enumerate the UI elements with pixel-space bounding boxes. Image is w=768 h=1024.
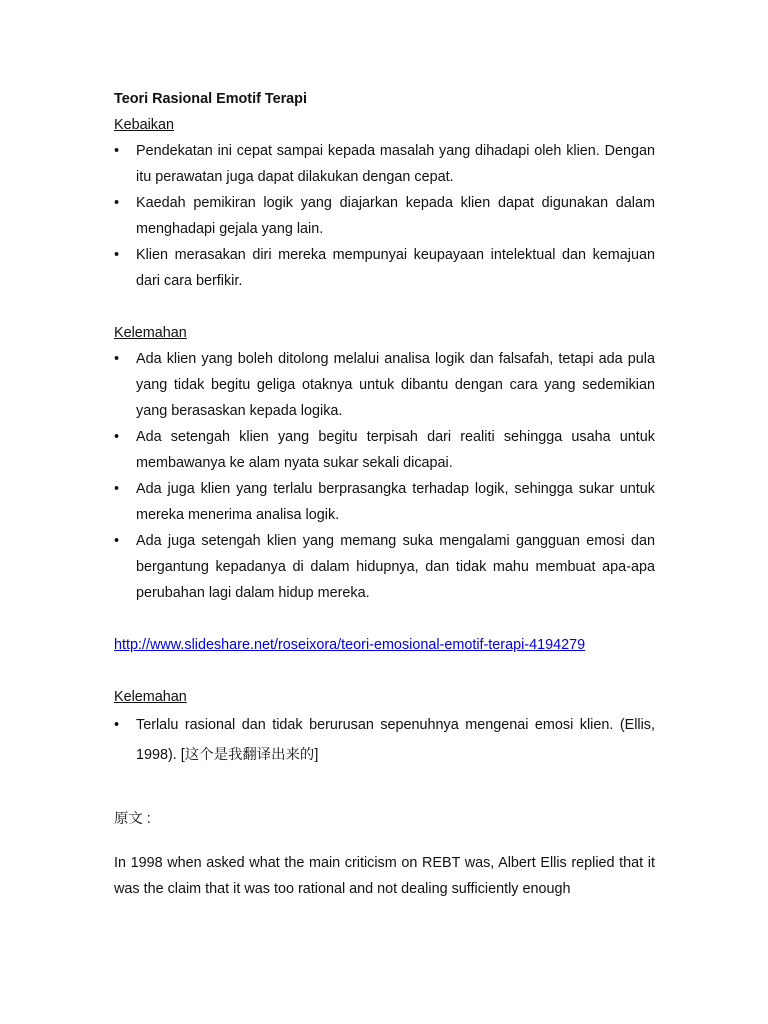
bullet-icon: •	[114, 143, 120, 159]
list-item: • Terlalu rasional dan tidak berurusan sepenuhnya mengenai emosi klien. (Ellis, 1998). [这个是我翻译出来的]	[114, 710, 655, 770]
kelemahan-list-2	[114, 710, 655, 770]
kebaikan-heading: Kebaikan	[114, 117, 175, 133]
kebaikan-list	[114, 138, 655, 294]
bullet-icon: •	[114, 247, 120, 263]
document-title: Teori Rasional Emotif Terapi	[114, 91, 307, 107]
spacer	[114, 606, 655, 632]
source-link[interactable]: http://www.slideshare.net/roseixora/teori-emosional-emotif-terapi-4194279	[114, 637, 586, 653]
spacer	[114, 770, 655, 806]
list-item: • Kaedah pemikiran logik yang diajarkan kepada klien dapat digunakan dalam menghadapi gejala yang lain.	[114, 190, 655, 242]
bullet-icon: •	[114, 351, 120, 367]
original-label: 原文 :	[114, 811, 151, 827]
bullet-icon: •	[114, 481, 120, 497]
kelemahan-list	[114, 346, 655, 606]
list-item: • Ada klien yang boleh ditolong melalui analisa logik dan falsafah, tetapi ada pula yang tidak begitu geliga otaknya untuk dibantu dengan cara yang sedemikian yang berasaskan kepada logika.	[114, 346, 655, 424]
kelemahan-heading-2: Kelemahan	[114, 689, 187, 705]
source-link-paragraph	[114, 632, 655, 658]
list-item: • Ada juga klien yang terlalu berprasangka terhadap logik, sehingga sukar untuk mereka menerima analisa logik.	[114, 476, 655, 528]
list-item: • Pendekatan ini cepat sampai kepada masalah yang dihadapi oleh klien. Dengan itu perawatan juga dapat dilakukan dengan cepat.	[114, 138, 655, 190]
bullet-icon: •	[114, 429, 120, 445]
list-item: • Klien merasakan diri mereka mempunyai keupayaan intelektual dan kemajuan dari cara berfikir.	[114, 242, 655, 294]
bullet-icon: •	[114, 717, 120, 733]
spacer	[114, 832, 655, 850]
original-text: In 1998 when asked what the main criticism on REBT was, Albert Ellis replied that it was the claim that it was too rational and not dealing sufficiently enough	[114, 855, 655, 897]
list-item: • Ada setengah klien yang begitu terpisah dari realiti sehingga usaha untuk membawanya ke alam nyata sukar sekali dicapai.	[114, 424, 655, 476]
spacer	[114, 658, 655, 684]
bullet-icon: •	[114, 533, 120, 549]
bullet-icon: •	[114, 195, 120, 211]
kelemahan-heading: Kelemahan	[114, 325, 187, 341]
list-item: • Ada juga setengah klien yang memang suka mengalami gangguan emosi dan bergantung kepadanya di dalam hidupnya, dan tidak mahu membuat apa-apa perubahan lagi dalam hidup mereka.	[114, 528, 655, 606]
document-page	[114, 86, 655, 902]
spacer	[114, 294, 655, 320]
